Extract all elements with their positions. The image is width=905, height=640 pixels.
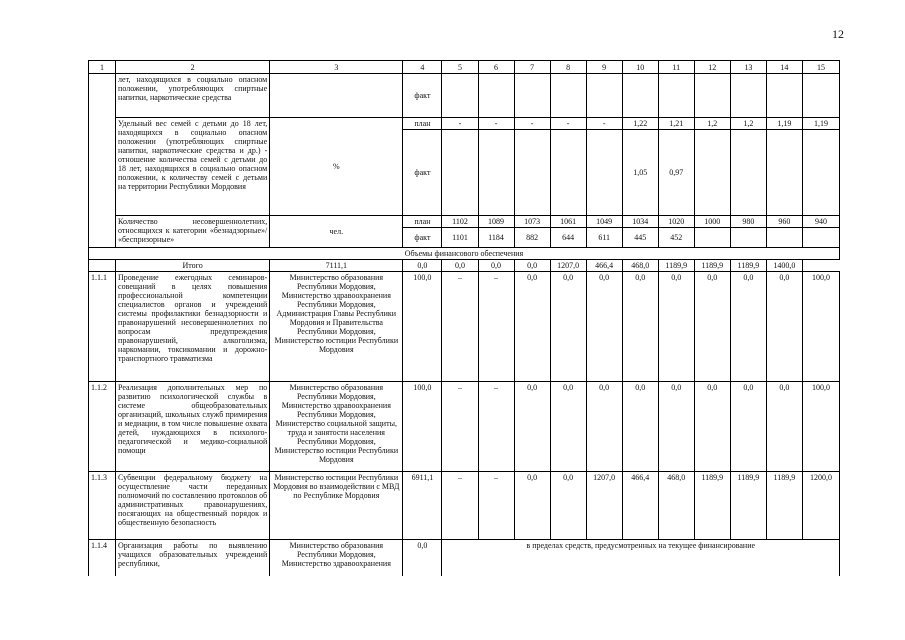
value-cell [802, 74, 839, 118]
value-cell: 0,0 [514, 382, 550, 472]
merged-num-cell [89, 74, 116, 248]
measure-row [89, 540, 840, 576]
value-cell: 468,0 [658, 472, 694, 540]
value-cell: 980 [730, 216, 766, 228]
value-cell [550, 130, 586, 216]
value-cell: - [586, 118, 622, 130]
value-cell: 1073 [514, 216, 550, 228]
value-cell: – [478, 382, 514, 472]
fact-label: факт [403, 74, 442, 118]
value-cell: 0,0 [550, 382, 586, 472]
total-value: 466,4 [586, 260, 622, 272]
value-cell: 0,0 [730, 382, 766, 472]
indicator-plan-row [89, 216, 840, 228]
value-cell [478, 130, 514, 216]
fact-label: факт [403, 228, 442, 248]
value-cell: 611 [586, 228, 622, 248]
value-cell: 0,97 [658, 130, 694, 216]
value-cell: 0,0 [766, 272, 802, 382]
value-cell: - [550, 118, 586, 130]
fact-label: факт [403, 130, 442, 216]
value-cell: 1034 [622, 216, 658, 228]
value-cell: 1,2 [694, 118, 730, 130]
value-cell: 1102 [442, 216, 478, 228]
total-value: 1189,9 [658, 260, 694, 272]
program-table [88, 60, 840, 576]
value-cell: 1189,9 [730, 472, 766, 540]
value-cell: 445 [622, 228, 658, 248]
value-cell: 0,0 [622, 382, 658, 472]
value-cell: – [442, 382, 478, 472]
value-cell: 1,19 [766, 118, 802, 130]
value-cell: 1200,0 [802, 472, 839, 540]
indicator-text: лет, находящихся в социально опасном положении, употребляющих спиртные напитки, наркотические средства [116, 74, 270, 118]
value-cell [766, 74, 802, 118]
value-cell: 0,0 [694, 272, 730, 382]
measure-executor: Министерство образования Республики Мордовия, Министерство здравоохранения [270, 540, 403, 576]
value-cell: 882 [514, 228, 550, 248]
value-cell: 0,0 [766, 382, 802, 472]
value-cell [622, 74, 658, 118]
value-cell: - [478, 118, 514, 130]
measure-executor: Министерство образования Республики Мордовия, Министерство здравоохранения Республики Мордовия, Министерство социальной защиты, труда и занятости населения Республики Мордовия, Министерство юстиции Республики Мордовия [270, 382, 403, 472]
value-cell: 1000 [694, 216, 730, 228]
value-cell [514, 74, 550, 118]
header-cell: 6 [478, 61, 514, 74]
value-cell: 0,0 [403, 540, 442, 576]
measure-executor: Министерство юстиции Республики Мордовия во взаимодействии с МВД по Республике Мордовия [270, 472, 403, 540]
value-cell [766, 130, 802, 216]
value-cell: 0,0 [586, 272, 622, 382]
unit-cell: чел. [270, 216, 403, 248]
header-row [89, 61, 840, 74]
measure-number: 1.1.4 [89, 540, 116, 576]
indicator-row [89, 74, 840, 118]
plan-label: план [403, 118, 442, 130]
header-cell: 5 [442, 61, 478, 74]
value-cell: - [442, 118, 478, 130]
header-cell: 9 [586, 61, 622, 74]
value-cell: 1,19 [802, 118, 839, 130]
value-cell: 0,0 [658, 272, 694, 382]
total-value: 0,0 [442, 260, 478, 272]
total-value: 1189,9 [730, 260, 766, 272]
header-cell: 13 [730, 61, 766, 74]
total-value: 0,0 [514, 260, 550, 272]
section-title: Объемы финансового обеспечения [89, 248, 840, 260]
value-cell: 0,0 [586, 382, 622, 472]
value-cell: 1,2 [730, 118, 766, 130]
measure-text: Проведение ежегодных семинаров-совещаний в целях повышения профессиональной компетенции специалистов органов и учреждений системы профилактики безнадзорности и правонарушений несовершеннолетних по вопросам предупреждения правонарушений, алкоголизма, наркомании, токсикомании и дорожно-транспортного травматизма [116, 272, 270, 382]
value-cell: – [478, 472, 514, 540]
unit-cell [270, 74, 403, 118]
unit-cell: % [270, 118, 403, 216]
value-cell: 1061 [550, 216, 586, 228]
value-cell: 0,0 [550, 472, 586, 540]
indicator-plan-row [89, 118, 840, 130]
header-cell: 3 [270, 61, 403, 74]
empty-cell [89, 260, 116, 272]
measure-number: 1.1.2 [89, 382, 116, 472]
value-cell: 644 [550, 228, 586, 248]
header-cell: 11 [658, 61, 694, 74]
value-cell [802, 228, 839, 248]
value-cell: 0,0 [622, 272, 658, 382]
value-cell: 0,0 [514, 272, 550, 382]
value-cell [442, 74, 478, 118]
value-cell [514, 130, 550, 216]
value-cell: 466,4 [622, 472, 658, 540]
total-value: 0,0 [403, 260, 442, 272]
value-cell [730, 228, 766, 248]
value-cell: 0,0 [658, 382, 694, 472]
value-cell [694, 130, 730, 216]
measure-text: Организация работы по выявлению учащихся образовательных учреждений республики, [116, 540, 270, 576]
value-cell: 0,0 [694, 382, 730, 472]
total-label: Итого [116, 260, 270, 272]
value-cell [730, 74, 766, 118]
value-cell: 0,0 [514, 472, 550, 540]
header-cell: 2 [116, 61, 270, 74]
value-cell: - [514, 118, 550, 130]
value-cell: – [478, 272, 514, 382]
value-cell: 1,22 [622, 118, 658, 130]
value-cell: 100,0 [403, 272, 442, 382]
page-number: 12 [832, 27, 844, 41]
total-value: 7111,1 [270, 260, 403, 272]
measure-number: 1.1.3 [89, 472, 116, 540]
measure-text: Субвенции федеральному бюджету на осуществление части переданных полномочий по составлению протоколов об административных правонарушениях, посягающих на общественный порядок и общественную безопасность [116, 472, 270, 540]
header-cell: 10 [622, 61, 658, 74]
funding-note: в пределах средств, предусмотренных на текущее финансирование [442, 540, 840, 576]
measure-row [89, 472, 840, 540]
value-cell [658, 74, 694, 118]
value-cell: 1049 [586, 216, 622, 228]
value-cell: 100,0 [802, 382, 839, 472]
value-cell [730, 130, 766, 216]
value-cell [586, 130, 622, 216]
measure-text: Реализация дополнительных мер по развитию психологической службы в системе общеобразовательных организаций, школьных служб примирения и медиации, в том числе повышение охвата детей, нуждающихся в психолого-педагогической и медико-социальной помощи [116, 382, 270, 472]
measure-row [89, 272, 840, 382]
section-row [89, 248, 840, 260]
value-cell: 1,21 [658, 118, 694, 130]
value-cell: 0,0 [730, 272, 766, 382]
total-value: 0,0 [478, 260, 514, 272]
value-cell: 1089 [478, 216, 514, 228]
value-cell: 940 [802, 216, 839, 228]
value-cell [694, 228, 730, 248]
value-cell [694, 74, 730, 118]
value-cell: 1184 [478, 228, 514, 248]
value-cell [478, 74, 514, 118]
value-cell: 1189,9 [694, 472, 730, 540]
total-value: 1207,0 [550, 260, 586, 272]
value-cell: 1207,0 [586, 472, 622, 540]
total-value: 468,0 [622, 260, 658, 272]
header-cell: 1 [89, 61, 116, 74]
header-cell: 15 [802, 61, 839, 74]
header-cell: 4 [403, 61, 442, 74]
header-cell: 8 [550, 61, 586, 74]
value-cell: 960 [766, 216, 802, 228]
value-cell: 1020 [658, 216, 694, 228]
total-value: 1400,0 [766, 260, 802, 272]
total-value: 1189,9 [694, 260, 730, 272]
value-cell: 452 [658, 228, 694, 248]
value-cell: 1,05 [622, 130, 658, 216]
value-cell: 1189,9 [766, 472, 802, 540]
indicator-text: Удельный вес семей с детьми до 18 лет, находящихся в социально опасном положении (употребляющих спиртные напитки, наркотические средства и др.) - отношение количества семей с детьми до 18 лет, находящихся в социально опасном положении, к количеству семей с детьми на территории Республики Мордовия [116, 118, 270, 216]
header-cell: 12 [694, 61, 730, 74]
value-cell [442, 130, 478, 216]
value-cell: – [442, 272, 478, 382]
value-cell: – [442, 472, 478, 540]
measure-number: 1.1.1 [89, 272, 116, 382]
value-cell [802, 130, 839, 216]
value-cell [550, 74, 586, 118]
header-cell: 7 [514, 61, 550, 74]
value-cell: 6911,1 [403, 472, 442, 540]
measure-row [89, 382, 840, 472]
header-cell: 14 [766, 61, 802, 74]
measure-executor: Министерство образования Республики Мордовия, Министерство здравоохранения Республики Мордовия, Администрация Главы Республики Мордовия и Правительства Республики Мордовия, Министерство юстиции Республики Мордовия [270, 272, 403, 382]
value-cell [766, 228, 802, 248]
value-cell [586, 74, 622, 118]
total-row [89, 260, 840, 272]
value-cell: 100,0 [403, 382, 442, 472]
indicator-text: Количество несовершеннолетних, относящихся к категории «безнадзорные»/ «беспризорные» [116, 216, 270, 248]
value-cell: 100,0 [802, 272, 839, 382]
value-cell: 1101 [442, 228, 478, 248]
plan-label: план [403, 216, 442, 228]
value-cell: 0,0 [550, 272, 586, 382]
